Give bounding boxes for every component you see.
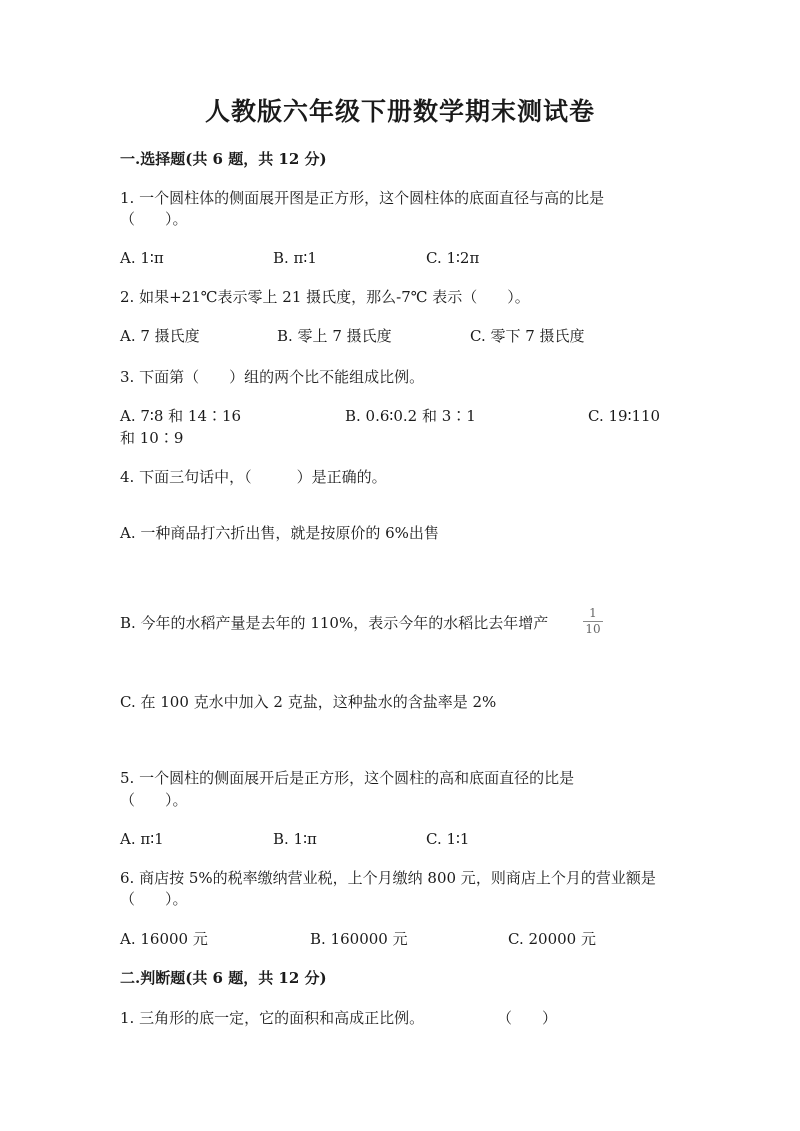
page-title: 人教版六年级下册数学期末测试卷	[204, 97, 595, 126]
fraction-numerator: 1	[589, 606, 597, 620]
question-6-text: 6. 商店按 5%的税率缴纳营业税，上个月缴纳 800 元，则商店上个月的营业额是	[120, 869, 656, 887]
question-3-option-b: B. 0.6∶0.2 和 3∶1	[345, 407, 476, 425]
question-4-option-b: B. 今年的水稻产量是去年的 110%，表示今年的水稻比去年增产	[120, 614, 549, 632]
fraction-one-tenth	[581, 607, 605, 636]
question-2-text: 2. 如果+21℃表示零上 21 摄氏度，那么-7℃ 表示（ ）。	[120, 288, 530, 306]
question-2-option-b: B. 零上 7 摄氏度	[277, 327, 392, 345]
section-heading-judgment: 二.判断题(共 6 题，共 12 分)	[120, 969, 327, 987]
question-3-text: 3. 下面第（ ）组的两个比不能组成比例。	[120, 368, 425, 386]
question-6-option-c: C. 20000 元	[508, 930, 596, 948]
judgment-1-text: 1. 三角形的底一定，它的面积和高成正比例。	[120, 1009, 425, 1027]
question-4-text: 4. 下面三句话中，（ ）是正确的。	[120, 468, 387, 486]
question-6-option-a: A. 16000 元	[120, 930, 208, 948]
question-6-blank: （ ）。	[120, 890, 188, 908]
question-6-option-b: B. 160000 元	[310, 930, 408, 948]
section-heading-choice: 一.选择题(共 6 题，共 12 分)	[120, 150, 327, 168]
question-1-text: 1. 一个圆柱体的侧面展开图是正方形，这个圆柱体的底面直径与高的比是	[120, 189, 605, 207]
question-5-option-c: C. 1∶1	[426, 830, 470, 848]
judgment-1-answer-blank: （ ）	[497, 1009, 558, 1027]
question-3-option-c-continued: 和 10∶9	[120, 429, 184, 447]
question-2-option-a: A. 7 摄氏度	[120, 327, 200, 345]
question-1-blank: （ ）。	[120, 210, 188, 228]
question-4-option-c: C. 在 100 克水中加入 2 克盐，这种盐水的含盐率是 2%	[120, 693, 497, 711]
question-1-option-c: C. 1∶2π	[426, 249, 480, 267]
question-5-option-b: B. 1∶π	[273, 830, 317, 848]
question-4-option-a: A. 一种商品打六折出售，就是按原价的 6%出售	[120, 524, 439, 542]
question-5-blank: （ ）。	[120, 791, 188, 809]
question-1-option-b: B. π∶1	[273, 249, 317, 267]
question-5-option-a: A. π∶1	[120, 830, 164, 848]
question-1-option-a: A. 1∶π	[120, 249, 164, 267]
question-2-option-c: C. 零下 7 摄氏度	[470, 327, 585, 345]
fraction-denominator: 10	[585, 622, 601, 636]
question-3-option-a: A. 7∶8 和 14∶16	[120, 407, 242, 425]
question-5-text: 5. 一个圆柱的侧面展开后是正方形，这个圆柱的高和底面直径的比是	[120, 769, 575, 787]
question-3-option-c: C. 19∶110	[588, 407, 661, 425]
